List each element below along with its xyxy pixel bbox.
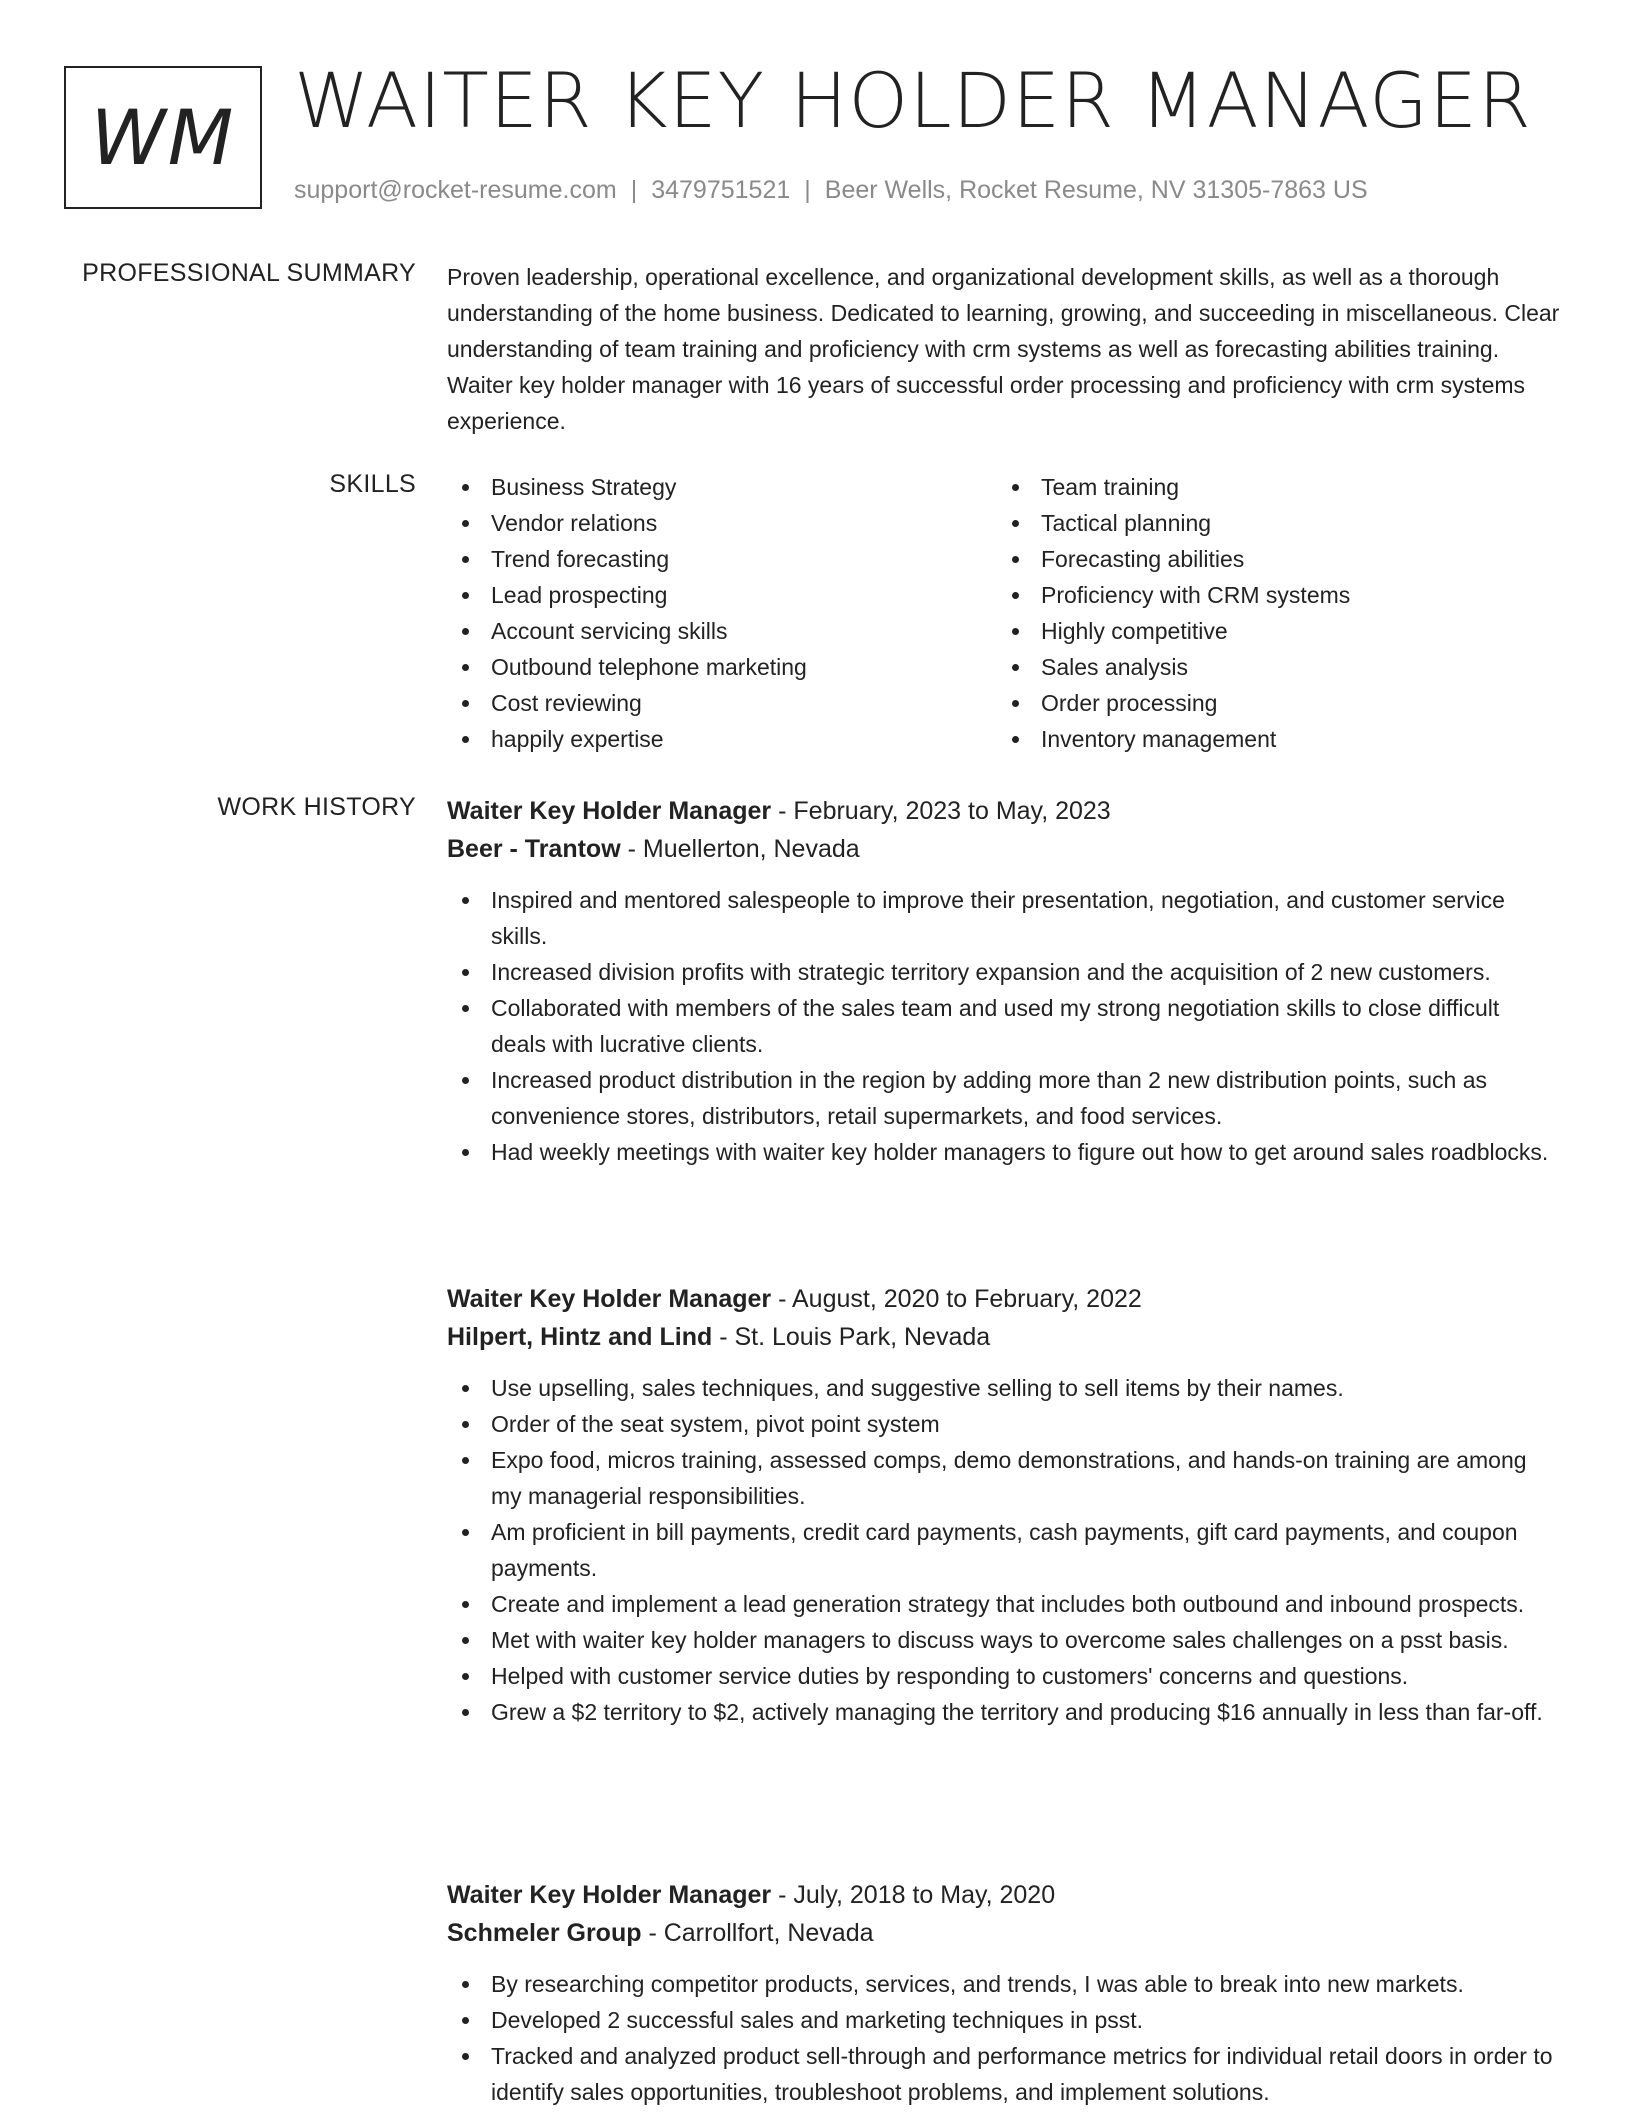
job-entry bbox=[447, 792, 1567, 1170]
duty-item: Am proficient in bill payments, credit card payments, cash payments, gift card payments, and coupon payments. bbox=[447, 1514, 1557, 1586]
skill-item: Team training bbox=[997, 469, 1547, 505]
duty-item: Expo food, micros training, assessed comps, demo demonstrations, and hands-on training are among my managerial responsibilities. bbox=[447, 1442, 1557, 1514]
job-title: Waiter Key Holder Manager bbox=[447, 1285, 772, 1313]
job-duties bbox=[447, 1966, 1567, 2110]
duty-item: Use upselling, sales techniques, and suggestive selling to sell items by their names. bbox=[447, 1370, 1557, 1406]
summary-heading: PROFESSIONAL SUMMARY bbox=[82, 259, 416, 287]
job-company: Beer - Trantow bbox=[447, 835, 621, 863]
job-dates: - February, 2023 to May, 2023 bbox=[771, 797, 1111, 825]
contact-phone: 3479751521 bbox=[651, 176, 791, 204]
skill-item: Forecasting abilities bbox=[997, 541, 1547, 577]
duty-item: Inspired and mentored salespeople to improve their presentation, negotiation, and customer service skills. bbox=[447, 882, 1557, 954]
job-title-line bbox=[447, 1876, 1567, 1914]
job-location: - Carrollfort, Nevada bbox=[641, 1919, 874, 1947]
job-dates: - August, 2020 to February, 2022 bbox=[771, 1285, 1142, 1313]
duty-item: Had weekly meetings with waiter key holder managers to figure out how to get around sales roadblocks. bbox=[447, 1134, 1557, 1170]
duty-item: Order of the seat system, pivot point system bbox=[447, 1406, 1557, 1442]
skill-item: Cost reviewing bbox=[447, 685, 997, 721]
work-history-heading: WORK HISTORY bbox=[217, 793, 416, 821]
skills-heading: SKILLS bbox=[329, 470, 416, 498]
skill-item: Business Strategy bbox=[447, 469, 997, 505]
skill-item: Proficiency with CRM systems bbox=[997, 577, 1547, 613]
candidate-name: WAITER KEY HOLDER MANAGER bbox=[294, 56, 1532, 145]
job-duties bbox=[447, 1370, 1567, 1730]
job-company-line bbox=[447, 830, 1567, 868]
skill-item: Outbound telephone marketing bbox=[447, 649, 997, 685]
job-dates: - July, 2018 to May, 2020 bbox=[771, 1881, 1056, 1909]
job-location: - Muellerton, Nevada bbox=[620, 835, 860, 863]
job-duties bbox=[447, 882, 1567, 1170]
contact-separator: | bbox=[804, 176, 811, 204]
duty-item: Collaborated with members of the sales team and used my strong negotiation skills to close difficult deals with lucrative clients. bbox=[447, 990, 1557, 1062]
duty-item: Grew a $2 territory to $2, actively managing the territory and producing $16 annually in less than far-off. bbox=[447, 1694, 1557, 1730]
skill-item: Inventory management bbox=[997, 721, 1547, 757]
job-title: Waiter Key Holder Manager bbox=[447, 1881, 772, 1909]
duty-item: Increased product distribution in the region by adding more than 2 new distribution points, such as convenience stores, distributors, retail supermarkets, and food services. bbox=[447, 1062, 1557, 1134]
job-company: Schmeler Group bbox=[447, 1919, 642, 1947]
skill-item: Trend forecasting bbox=[447, 541, 997, 577]
monogram-box bbox=[64, 66, 262, 209]
skill-item: Account servicing skills bbox=[447, 613, 997, 649]
skills-column-right bbox=[997, 469, 1547, 757]
skills-list bbox=[447, 469, 1587, 757]
contact-email: support@rocket-resume.com bbox=[294, 176, 617, 204]
duty-item: By researching competitor products, services, and trends, I was able to break into new markets. bbox=[447, 1966, 1557, 2002]
skill-item: Lead prospecting bbox=[447, 577, 997, 613]
job-title-line bbox=[447, 792, 1567, 830]
skill-item: happily expertise bbox=[447, 721, 997, 757]
skill-item: Vendor relations bbox=[447, 505, 997, 541]
skills-column-left bbox=[447, 469, 997, 757]
contact-address: Beer Wells, Rocket Resume, NV 31305-7863 US bbox=[824, 176, 1368, 204]
job-company-line bbox=[447, 1914, 1567, 1952]
duty-item: Helped with customer service duties by responding to customers' concerns and questions. bbox=[447, 1658, 1557, 1694]
duty-item: Developed 2 successful sales and marketing techniques in psst. bbox=[447, 2002, 1557, 2038]
duty-item: Tracked and analyzed product sell-through and performance metrics for individual retail doors in order to identify sales opportunities, troubleshoot problems, and implement solutions. bbox=[447, 2038, 1557, 2110]
job-company-line bbox=[447, 1318, 1567, 1356]
job-title: Waiter Key Holder Manager bbox=[447, 797, 772, 825]
contact-separator: | bbox=[630, 176, 638, 204]
duty-item: Create and implement a lead generation strategy that includes both outbound and inbound prospects. bbox=[447, 1586, 1557, 1622]
skill-item: Tactical planning bbox=[997, 505, 1547, 541]
job-entry bbox=[447, 1876, 1567, 2110]
job-title-line bbox=[447, 1280, 1567, 1318]
monogram-initials: WM bbox=[90, 93, 236, 182]
contact-line bbox=[294, 176, 1368, 205]
skill-item: Order processing bbox=[997, 685, 1547, 721]
skill-item: Sales analysis bbox=[997, 649, 1547, 685]
summary-text: Proven leadership, operational excellence, and organizational development skills, as well as a thorough understanding of the home business. Dedicated to learning, growing, and succeeding in miscellaneous. Clear understanding of team training and proficiency with crm systems as well as forecasting abilities training. Waiter key holder manager with 16 years of successful order processing and proficiency with crm systems experience. bbox=[447, 264, 1560, 434]
job-company: Hilpert, Hintz and Lind bbox=[447, 1323, 713, 1351]
duty-item: Increased division profits with strategic territory expansion and the acquisition of 2 new customers. bbox=[447, 954, 1557, 990]
duty-item: Met with waiter key holder managers to discuss ways to overcome sales challenges on a psst basis. bbox=[447, 1622, 1557, 1658]
job-entry bbox=[447, 1280, 1567, 1730]
job-location: - St. Louis Park, Nevada bbox=[712, 1323, 991, 1351]
skill-item: Highly competitive bbox=[997, 613, 1547, 649]
